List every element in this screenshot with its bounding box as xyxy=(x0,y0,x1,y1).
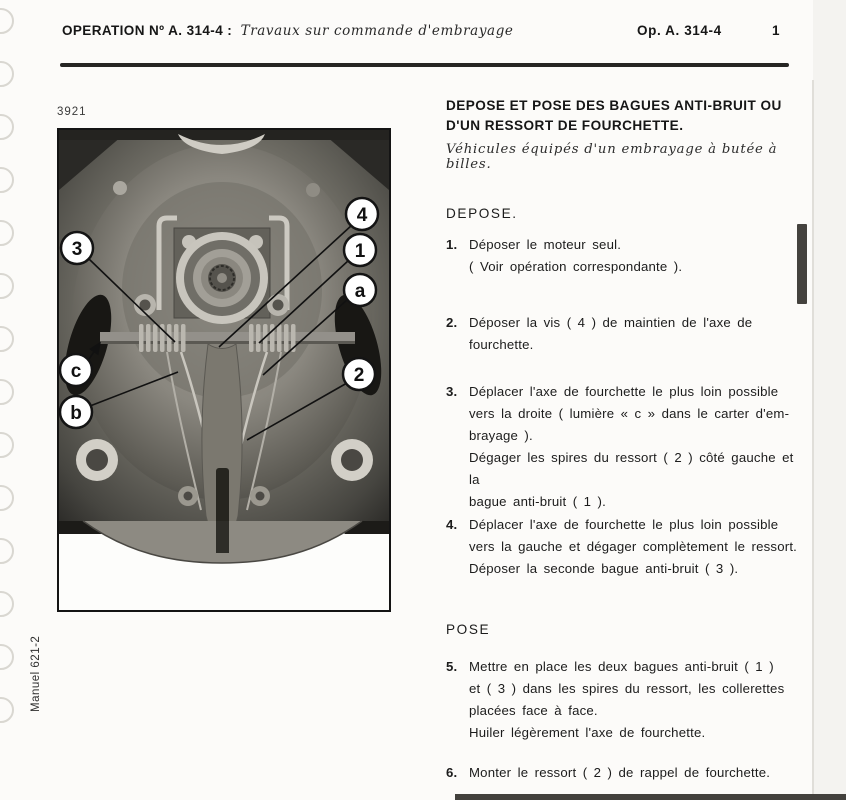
operation-label: OPERATION Nº A. 314-4 : xyxy=(62,23,233,38)
thumb-index-tab xyxy=(797,224,807,304)
item-number: 1. xyxy=(446,237,458,252)
page-number: 1 xyxy=(772,23,780,38)
item-line: Dégager les spires du ressort ( 2 ) côté gauche et la xyxy=(469,450,794,487)
shaft-tip xyxy=(217,273,227,283)
document-title-line1: DEPOSE ET POSE DES BAGUES ANTI-BRUIT OU xyxy=(446,98,782,113)
callout-4 xyxy=(346,198,378,230)
document-title-line2: D'UN RESSORT DE FOURCHETTE. xyxy=(446,117,684,133)
callout-label: a xyxy=(354,281,366,302)
item-number: 4. xyxy=(446,517,458,532)
callout-2 xyxy=(343,358,375,390)
item-line: Mettre en place les deux bagues anti-bruit ( 1 ) xyxy=(469,659,774,674)
callout-b xyxy=(60,396,92,428)
item-line: Déplacer l'axe de fourchette le plus loin possible xyxy=(469,384,779,399)
operation-reference: Op. A. 314-4 xyxy=(637,23,722,38)
procedure-item xyxy=(446,312,810,356)
item-line: Monter le ressort ( 2 ) de rappel de fourchette. xyxy=(469,765,771,780)
binding-hole xyxy=(0,61,14,87)
item-line: et ( 3 ) dans les spires du ressort, les collerettes xyxy=(469,681,785,696)
figure-frame xyxy=(57,128,391,612)
callout-3 xyxy=(61,232,93,264)
binding-hole xyxy=(0,379,14,405)
procedure-item xyxy=(446,381,810,513)
fork-tip xyxy=(216,521,229,553)
item-line: vers la gauche et dégager complètement le ressort. xyxy=(469,539,798,554)
operation-title: Travaux sur commande d'embrayage xyxy=(240,23,514,39)
callout-label: 3 xyxy=(71,239,83,260)
item-number: 6. xyxy=(446,765,458,780)
figure-number: 3921 xyxy=(57,106,87,118)
manual-side-label: Manuel 621-2 xyxy=(30,635,42,712)
binding-hole xyxy=(0,485,14,511)
binding-hole xyxy=(0,326,14,352)
document-subtitle: Véhicules équipés d'un embrayage à butée à billes. xyxy=(446,142,778,172)
item-line: Déplacer l'axe de fourchette le plus loin possible xyxy=(469,517,779,532)
item-line: Déposer la vis ( 4 ) de maintien de l'axe de xyxy=(469,315,753,330)
callout-1 xyxy=(344,234,376,266)
binding-hole xyxy=(0,273,14,299)
mounting-boss-hole xyxy=(86,449,108,471)
binding-hole xyxy=(0,114,14,140)
item-line: vers la droite ( lumière « c » dans le carter d'em- xyxy=(469,406,790,421)
header-rule xyxy=(60,63,789,67)
clutch-housing-photo xyxy=(59,130,389,610)
section-heading-pose: POSE xyxy=(446,622,491,637)
fork-axis-shadow xyxy=(100,341,355,344)
document-title xyxy=(446,96,808,135)
binding-hole xyxy=(0,697,14,723)
callout-c xyxy=(60,354,92,386)
page-edge-zone xyxy=(813,0,846,800)
item-line: Huiler légèrement l'axe de fourchette. xyxy=(469,725,706,740)
procedure-item xyxy=(446,514,810,580)
callout-label: 2 xyxy=(353,365,365,386)
fork-axis xyxy=(100,332,355,342)
procedure-item xyxy=(446,234,810,278)
callout-a xyxy=(344,274,376,306)
photo-top-band xyxy=(59,130,389,140)
procedure-item xyxy=(446,762,810,784)
bolt-center xyxy=(256,492,265,501)
item-number: 3. xyxy=(446,384,458,399)
item-line: brayage ). xyxy=(469,428,533,443)
binding-hole xyxy=(0,432,14,458)
bolt-ring-center xyxy=(273,300,284,311)
item-line: Déposer le moteur seul. xyxy=(469,237,622,252)
bolt xyxy=(306,183,320,197)
bolt-center xyxy=(184,492,193,501)
page-edge-line xyxy=(812,80,814,800)
binding-hole xyxy=(0,644,14,670)
item-line: fourchette. xyxy=(469,337,534,352)
binding-hole xyxy=(0,8,14,34)
item-line: placées face à face. xyxy=(469,703,598,718)
callout-label: 4 xyxy=(356,205,368,226)
binding-hole xyxy=(0,167,14,193)
item-line: bague anti-bruit ( 1 ). xyxy=(469,494,607,509)
binding-hole xyxy=(0,538,14,564)
callout-label: 1 xyxy=(354,241,366,262)
callout-label: b xyxy=(70,403,82,424)
item-number: 2. xyxy=(446,315,458,330)
item-line: Déposer la seconde bague anti-bruit ( 3 ). xyxy=(469,561,739,576)
binding-hole xyxy=(0,591,14,617)
binding-hole xyxy=(0,220,14,246)
item-line: ( Voir opération correspondante ). xyxy=(469,259,683,274)
bolt xyxy=(113,181,127,195)
bottom-cutoff-bar xyxy=(455,794,846,800)
procedure-item xyxy=(446,656,810,744)
callout-label: c xyxy=(70,361,82,382)
section-heading-depose: DEPOSE. xyxy=(446,206,518,221)
mounting-boss-hole xyxy=(341,449,363,471)
item-number: 5. xyxy=(446,659,458,674)
